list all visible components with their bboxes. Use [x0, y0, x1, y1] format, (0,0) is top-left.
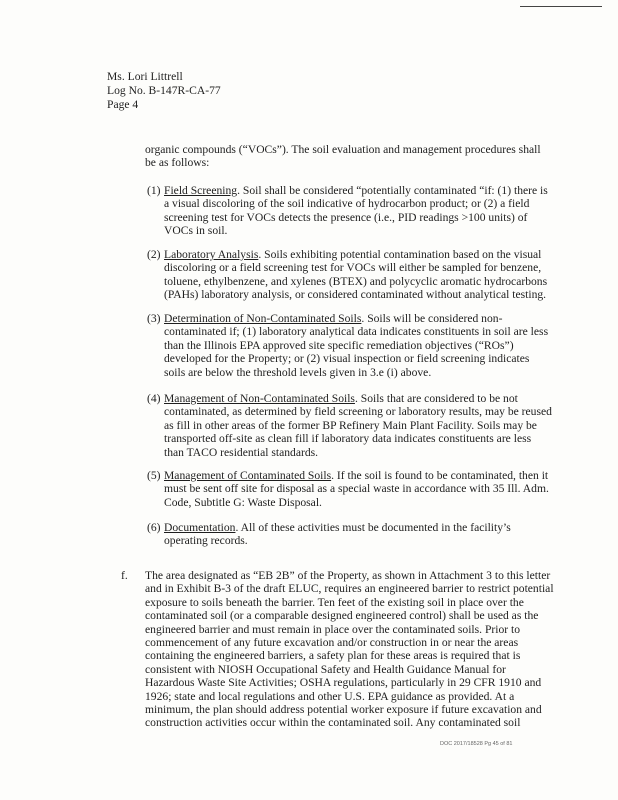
recipient: Ms. Lori Littrell	[107, 70, 183, 83]
list-item	[164, 312, 548, 379]
intro-paragraph	[145, 143, 541, 170]
text-line: than TACO residential standards.	[164, 445, 319, 459]
text-line: engineered barrier and must remain in place over the contaminated soils. Prior to	[145, 622, 521, 636]
list-item	[164, 392, 552, 459]
list-item	[164, 248, 547, 302]
item-number: (5)	[147, 469, 161, 482]
text-line	[164, 312, 548, 325]
letter-header	[107, 70, 221, 112]
text-line: developed for the Property; or (2) visual inspection or field screening indicates	[164, 352, 530, 366]
item-number: (1)	[147, 184, 161, 197]
text-line	[164, 392, 552, 405]
text-line: be as follows:	[145, 156, 210, 170]
text-line: organic compounds (“VOCs”). The soil evaluation and management procedures shall	[145, 143, 541, 156]
text-line: contaminated if; (1) laboratory analytical data indicates constituents in soil are less	[164, 325, 549, 339]
item-text: . All of these activities must be documented in the facility’s	[235, 521, 511, 534]
text-line: Hazardous Waste Site Activities; OSHA regulations, particularly in 29 CFR 1910 and	[145, 676, 542, 690]
text-line: a visual discoloring of the soil indicative of hydrocarbon product; or (2) a field	[164, 197, 530, 211]
item-text: . Soil shall be considered “potentially contaminated “if: (1) there is	[237, 184, 548, 197]
document-stamp: DOC 2017/18528 Pg 45 of 81	[440, 741, 513, 747]
text-line: operating records.	[164, 534, 248, 548]
text-line: as fill in other areas of the former BP Refinery Main Plant Facility. Soils may be	[164, 418, 537, 432]
text-line: minimum, the plan should address potential worker exposure if future excavation and	[145, 703, 542, 717]
text-line: commencement of any future excavation and/or construction in or near the areas	[145, 636, 519, 650]
item-number: (3)	[147, 312, 161, 325]
item-title: Documentation	[164, 521, 236, 534]
text-line: than the Illinois EPA approved site specific remediation objectives (“ROs”)	[164, 338, 514, 352]
text-line	[164, 521, 511, 534]
section-f-paragraph	[145, 569, 554, 730]
item-text: . Soils exhibiting potential contamination based on the visual	[258, 248, 542, 261]
text-line	[164, 184, 548, 197]
text-line: exposure to soils beneath the barrier. Ten feet of the existing soil in place over the	[145, 595, 524, 609]
top-rule	[520, 6, 602, 7]
item-text: . Soils that are considered to be not	[354, 392, 518, 405]
log-number: Log No. B-147R-CA-77	[107, 84, 221, 97]
item-text: . Soils will be considered non-	[361, 312, 503, 325]
text-line: construction activities occur within the contaminated soil. Any contaminated soil	[145, 716, 521, 730]
item-title: Management of Contaminated Soils	[164, 469, 332, 482]
text-line: (PAHs) laboratory analysis, or considered contaminated without analytical testing.	[164, 288, 547, 302]
page-number: Page 4	[107, 98, 139, 111]
list-item	[164, 521, 511, 548]
text-line: and in Exhibit B-3 of the draft ELUC, requires an engineered barrier to restrict potential	[145, 582, 554, 596]
text-line: transported off-site as clean fill if laboratory data indicates constituents are less	[164, 432, 532, 446]
text-line: soils are below the threshold levels given in 3.e (i) above.	[164, 365, 432, 379]
item-number: (4)	[147, 392, 161, 405]
text-line: contaminated, as determined by field screening or laboratory results, may be reused	[164, 405, 552, 419]
item-title: Determination of Non-Contaminated Soils	[164, 312, 362, 325]
list-item	[164, 469, 549, 509]
item-title: Laboratory Analysis	[164, 248, 259, 261]
text-line: containing the engineered barriers, a safety plan for these areas is required that is	[145, 649, 521, 663]
text-line: contaminated soil (or a comparable designed engineered control) shall be used as the	[145, 609, 539, 623]
text-line: must be sent off site for disposal as a special waste in accordance with 35 Ill. Adm.	[164, 482, 549, 496]
text-line: consistent with NIOSH Occupational Safety and Health Guidance Manual for	[145, 662, 506, 676]
item-title: Field Screening	[164, 184, 238, 197]
item-number: (6)	[147, 521, 161, 534]
item-title: Management of Non-Contaminated Soils	[164, 392, 355, 405]
text-line: screening test for VOCs detects the presence (i.e., PID readings >100 units) of	[164, 210, 528, 224]
item-text: . If the soil is found to be contaminated, then it	[331, 469, 549, 482]
text-line: VOCs in soil.	[164, 224, 228, 238]
text-line: toluene, ethylbenzene, and xylenes (BTEX) and polycyclic aromatic hydrocarbons	[164, 274, 548, 288]
section-f-label: f.	[121, 569, 128, 582]
item-number: (2)	[147, 248, 161, 261]
text-line: discoloring or a field screening test for VOCs will either be sampled for benzene,	[164, 261, 542, 275]
text-line	[164, 248, 547, 261]
text-line: The area designated as “EB 2B” of the Property, as shown in Attachment 3 to this letter	[145, 569, 551, 582]
text-line: Code, Subtitle G: Waste Disposal.	[164, 495, 322, 509]
text-line: 1926; state and local regulations and other U.S. EPA guidance as provided. At a	[145, 689, 515, 703]
text-line	[164, 469, 549, 482]
list-item	[164, 184, 548, 238]
